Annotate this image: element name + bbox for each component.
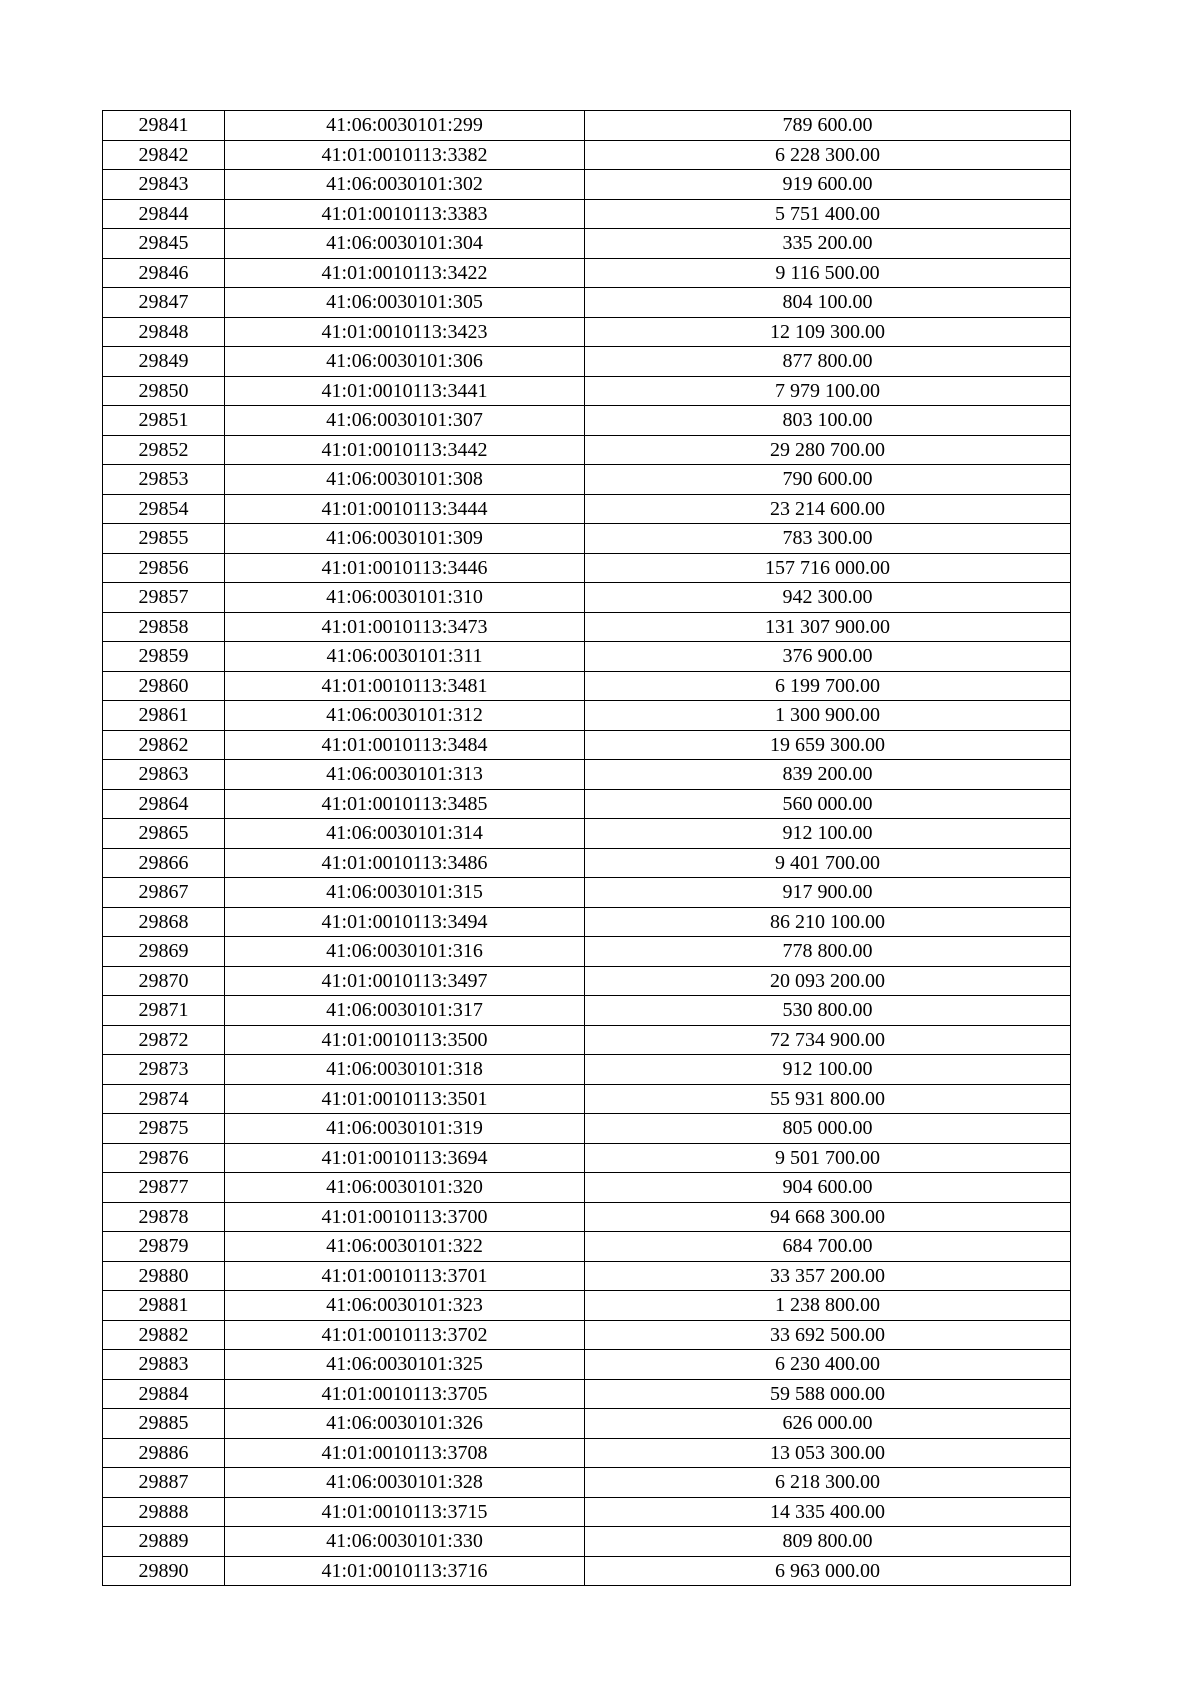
cadastral-number-cell: 41:01:0010113:3446: [225, 553, 585, 583]
row-number-cell: 29848: [103, 317, 225, 347]
table-row: [103, 1025, 1071, 1055]
cadastral-number-cell: 41:01:0010113:3700: [225, 1202, 585, 1232]
cadastral-number-cell: 41:01:0010113:3486: [225, 848, 585, 878]
row-number-cell: 29870: [103, 966, 225, 996]
cadastral-value-cell: 778 800.00: [585, 937, 1071, 967]
cadastral-value-cell: 912 100.00: [585, 1055, 1071, 1085]
row-number-cell: 29858: [103, 612, 225, 642]
cadastral-number-cell: 41:06:0030101:299: [225, 111, 585, 141]
cadastral-value-cell: 9 501 700.00: [585, 1143, 1071, 1173]
row-number-cell: 29850: [103, 376, 225, 406]
row-number-cell: 29887: [103, 1468, 225, 1498]
cadastral-number-cell: 41:06:0030101:328: [225, 1468, 585, 1498]
cadastral-number-cell: 41:06:0030101:330: [225, 1527, 585, 1557]
row-number-cell: 29889: [103, 1527, 225, 1557]
cadastral-value-cell: 335 200.00: [585, 229, 1071, 259]
table-row: [103, 996, 1071, 1026]
cadastral-value-cell: 5 751 400.00: [585, 199, 1071, 229]
row-number-cell: 29852: [103, 435, 225, 465]
cadastral-value-cell: 9 401 700.00: [585, 848, 1071, 878]
cadastral-number-cell: 41:06:0030101:305: [225, 288, 585, 318]
cadastral-number-cell: 41:06:0030101:325: [225, 1350, 585, 1380]
cadastral-value-cell: 6 228 300.00: [585, 140, 1071, 170]
row-number-cell: 29864: [103, 789, 225, 819]
table-row: [103, 1556, 1071, 1586]
table-row: [103, 1438, 1071, 1468]
table-row: [103, 229, 1071, 259]
row-number-cell: 29854: [103, 494, 225, 524]
cadastral-value-cell: 33 357 200.00: [585, 1261, 1071, 1291]
table-row: [103, 1143, 1071, 1173]
cadastral-number-cell: 41:01:0010113:3715: [225, 1497, 585, 1527]
table-row: [103, 937, 1071, 967]
cadastral-value-cell: 805 000.00: [585, 1114, 1071, 1144]
row-number-cell: 29853: [103, 465, 225, 495]
row-number-cell: 29866: [103, 848, 225, 878]
cadastral-value-cell: 803 100.00: [585, 406, 1071, 436]
row-number-cell: 29847: [103, 288, 225, 318]
cadastral-number-cell: 41:06:0030101:302: [225, 170, 585, 200]
table-row: [103, 376, 1071, 406]
cadastral-value-cell: 14 335 400.00: [585, 1497, 1071, 1527]
cadastral-value-table: [102, 110, 1071, 1586]
row-number-cell: 29884: [103, 1379, 225, 1409]
cadastral-value-cell: 6 199 700.00: [585, 671, 1071, 701]
cadastral-value-cell: 917 900.00: [585, 878, 1071, 908]
cadastral-number-cell: 41:01:0010113:3442: [225, 435, 585, 465]
table-row: [103, 435, 1071, 465]
row-number-cell: 29879: [103, 1232, 225, 1262]
table-row: [103, 1379, 1071, 1409]
cadastral-number-cell: 41:01:0010113:3494: [225, 907, 585, 937]
cadastral-number-cell: 41:06:0030101:326: [225, 1409, 585, 1439]
cadastral-number-cell: 41:06:0030101:319: [225, 1114, 585, 1144]
cadastral-value-cell: 560 000.00: [585, 789, 1071, 819]
cadastral-number-cell: 41:06:0030101:309: [225, 524, 585, 554]
row-number-cell: 29876: [103, 1143, 225, 1173]
cadastral-value-cell: 19 659 300.00: [585, 730, 1071, 760]
table-row: [103, 1409, 1071, 1439]
cadastral-number-cell: 41:06:0030101:312: [225, 701, 585, 731]
table-body: [103, 111, 1071, 1586]
cadastral-value-cell: 942 300.00: [585, 583, 1071, 613]
cadastral-number-cell: 41:01:0010113:3484: [225, 730, 585, 760]
table-row: [103, 701, 1071, 731]
table-row: [103, 907, 1071, 937]
cadastral-number-cell: 41:01:0010113:3497: [225, 966, 585, 996]
row-number-cell: 29890: [103, 1556, 225, 1586]
cadastral-number-cell: 41:06:0030101:311: [225, 642, 585, 672]
table-row: [103, 347, 1071, 377]
row-number-cell: 29873: [103, 1055, 225, 1085]
table-row: [103, 494, 1071, 524]
cadastral-number-cell: 41:01:0010113:3382: [225, 140, 585, 170]
cadastral-number-cell: 41:01:0010113:3473: [225, 612, 585, 642]
row-number-cell: 29867: [103, 878, 225, 908]
cadastral-value-cell: 6 963 000.00: [585, 1556, 1071, 1586]
cadastral-number-cell: 41:01:0010113:3701: [225, 1261, 585, 1291]
row-number-cell: 29845: [103, 229, 225, 259]
cadastral-value-cell: 157 716 000.00: [585, 553, 1071, 583]
cadastral-value-cell: 376 900.00: [585, 642, 1071, 672]
table-row: [103, 789, 1071, 819]
table-row: [103, 317, 1071, 347]
table-row: [103, 465, 1071, 495]
cadastral-number-cell: 41:06:0030101:315: [225, 878, 585, 908]
cadastral-number-cell: 41:06:0030101:322: [225, 1232, 585, 1262]
row-number-cell: 29857: [103, 583, 225, 613]
cadastral-value-cell: 131 307 900.00: [585, 612, 1071, 642]
row-number-cell: 29855: [103, 524, 225, 554]
row-number-cell: 29871: [103, 996, 225, 1026]
row-number-cell: 29861: [103, 701, 225, 731]
table-row: [103, 1114, 1071, 1144]
row-number-cell: 29885: [103, 1409, 225, 1439]
table-row: [103, 966, 1071, 996]
table-row: [103, 848, 1071, 878]
cadastral-value-cell: 86 210 100.00: [585, 907, 1071, 937]
table-row: [103, 170, 1071, 200]
cadastral-number-cell: 41:01:0010113:3441: [225, 376, 585, 406]
table-row: [103, 199, 1071, 229]
cadastral-number-cell: 41:06:0030101:306: [225, 347, 585, 377]
cadastral-number-cell: 41:01:0010113:3422: [225, 258, 585, 288]
table-row: [103, 1497, 1071, 1527]
cadastral-value-cell: 9 116 500.00: [585, 258, 1071, 288]
cadastral-value-cell: 684 700.00: [585, 1232, 1071, 1262]
cadastral-number-cell: 41:06:0030101:314: [225, 819, 585, 849]
table-row: [103, 819, 1071, 849]
table-row: [103, 1527, 1071, 1557]
cadastral-number-cell: 41:01:0010113:3383: [225, 199, 585, 229]
cadastral-number-cell: 41:06:0030101:304: [225, 229, 585, 259]
table-row: [103, 612, 1071, 642]
row-number-cell: 29883: [103, 1350, 225, 1380]
table-row: [103, 258, 1071, 288]
cadastral-value-cell: 13 053 300.00: [585, 1438, 1071, 1468]
cadastral-value-cell: 790 600.00: [585, 465, 1071, 495]
table-row: [103, 1084, 1071, 1114]
row-number-cell: 29868: [103, 907, 225, 937]
table-row: [103, 140, 1071, 170]
cadastral-value-cell: 29 280 700.00: [585, 435, 1071, 465]
cadastral-number-cell: 41:01:0010113:3501: [225, 1084, 585, 1114]
table-row: [103, 524, 1071, 554]
cadastral-number-cell: 41:06:0030101:313: [225, 760, 585, 790]
row-number-cell: 29888: [103, 1497, 225, 1527]
table-row: [103, 1350, 1071, 1380]
cadastral-number-cell: 41:06:0030101:323: [225, 1291, 585, 1321]
row-number-cell: 29860: [103, 671, 225, 701]
cadastral-value-cell: 804 100.00: [585, 288, 1071, 318]
row-number-cell: 29849: [103, 347, 225, 377]
cadastral-value-cell: 789 600.00: [585, 111, 1071, 141]
row-number-cell: 29843: [103, 170, 225, 200]
table-row: [103, 1320, 1071, 1350]
table-row: [103, 406, 1071, 436]
cadastral-value-cell: 59 588 000.00: [585, 1379, 1071, 1409]
row-number-cell: 29878: [103, 1202, 225, 1232]
cadastral-value-cell: 877 800.00: [585, 347, 1071, 377]
cadastral-value-cell: 1 300 900.00: [585, 701, 1071, 731]
cadastral-value-cell: 12 109 300.00: [585, 317, 1071, 347]
row-number-cell: 29863: [103, 760, 225, 790]
cadastral-number-cell: 41:06:0030101:307: [225, 406, 585, 436]
cadastral-number-cell: 41:06:0030101:310: [225, 583, 585, 613]
cadastral-number-cell: 41:06:0030101:316: [225, 937, 585, 967]
cadastral-number-cell: 41:01:0010113:3500: [225, 1025, 585, 1055]
row-number-cell: 29886: [103, 1438, 225, 1468]
row-number-cell: 29844: [103, 199, 225, 229]
table-row: [103, 1232, 1071, 1262]
row-number-cell: 29877: [103, 1173, 225, 1203]
cadastral-value-cell: 783 300.00: [585, 524, 1071, 554]
row-number-cell: 29874: [103, 1084, 225, 1114]
cadastral-value-cell: 20 093 200.00: [585, 966, 1071, 996]
table-row: [103, 111, 1071, 141]
table-row: [103, 1468, 1071, 1498]
cadastral-value-cell: 72 734 900.00: [585, 1025, 1071, 1055]
table-row: [103, 583, 1071, 613]
cadastral-number-cell: 41:01:0010113:3708: [225, 1438, 585, 1468]
cadastral-number-cell: 41:06:0030101:318: [225, 1055, 585, 1085]
row-number-cell: 29851: [103, 406, 225, 436]
table-row: [103, 1055, 1071, 1085]
table-row: [103, 1173, 1071, 1203]
table-row: [103, 671, 1071, 701]
table-row: [103, 642, 1071, 672]
cadastral-number-cell: 41:01:0010113:3485: [225, 789, 585, 819]
cadastral-value-cell: 6 218 300.00: [585, 1468, 1071, 1498]
cadastral-value-cell: 33 692 500.00: [585, 1320, 1071, 1350]
table-row: [103, 288, 1071, 318]
cadastral-number-cell: 41:01:0010113:3705: [225, 1379, 585, 1409]
row-number-cell: 29859: [103, 642, 225, 672]
row-number-cell: 29862: [103, 730, 225, 760]
cadastral-value-cell: 912 100.00: [585, 819, 1071, 849]
row-number-cell: 29881: [103, 1291, 225, 1321]
cadastral-number-cell: 41:01:0010113:3423: [225, 317, 585, 347]
cadastral-value-cell: 530 800.00: [585, 996, 1071, 1026]
cadastral-value-cell: 626 000.00: [585, 1409, 1071, 1439]
row-number-cell: 29872: [103, 1025, 225, 1055]
cadastral-value-cell: 904 600.00: [585, 1173, 1071, 1203]
table-row: [103, 878, 1071, 908]
cadastral-value-cell: 6 230 400.00: [585, 1350, 1071, 1380]
table-row: [103, 553, 1071, 583]
cadastral-value-cell: 1 238 800.00: [585, 1291, 1071, 1321]
row-number-cell: 29875: [103, 1114, 225, 1144]
cadastral-number-cell: 41:01:0010113:3481: [225, 671, 585, 701]
cadastral-number-cell: 41:01:0010113:3444: [225, 494, 585, 524]
cadastral-value-cell: 7 979 100.00: [585, 376, 1071, 406]
table-row: [103, 1202, 1071, 1232]
table-row: [103, 1291, 1071, 1321]
row-number-cell: 29846: [103, 258, 225, 288]
cadastral-number-cell: 41:01:0010113:3694: [225, 1143, 585, 1173]
cadastral-value-cell: 94 668 300.00: [585, 1202, 1071, 1232]
cadastral-number-cell: 41:06:0030101:320: [225, 1173, 585, 1203]
cadastral-value-cell: 23 214 600.00: [585, 494, 1071, 524]
cadastral-number-cell: 41:06:0030101:317: [225, 996, 585, 1026]
table-row: [103, 1261, 1071, 1291]
row-number-cell: 29869: [103, 937, 225, 967]
row-number-cell: 29856: [103, 553, 225, 583]
row-number-cell: 29841: [103, 111, 225, 141]
cadastral-number-cell: 41:06:0030101:308: [225, 465, 585, 495]
cadastral-value-cell: 809 800.00: [585, 1527, 1071, 1557]
row-number-cell: 29880: [103, 1261, 225, 1291]
cadastral-value-cell: 55 931 800.00: [585, 1084, 1071, 1114]
row-number-cell: 29865: [103, 819, 225, 849]
row-number-cell: 29882: [103, 1320, 225, 1350]
table-row: [103, 730, 1071, 760]
cadastral-number-cell: 41:01:0010113:3716: [225, 1556, 585, 1586]
cadastral-number-cell: 41:01:0010113:3702: [225, 1320, 585, 1350]
table-row: [103, 760, 1071, 790]
row-number-cell: 29842: [103, 140, 225, 170]
cadastral-value-cell: 919 600.00: [585, 170, 1071, 200]
cadastral-value-cell: 839 200.00: [585, 760, 1071, 790]
